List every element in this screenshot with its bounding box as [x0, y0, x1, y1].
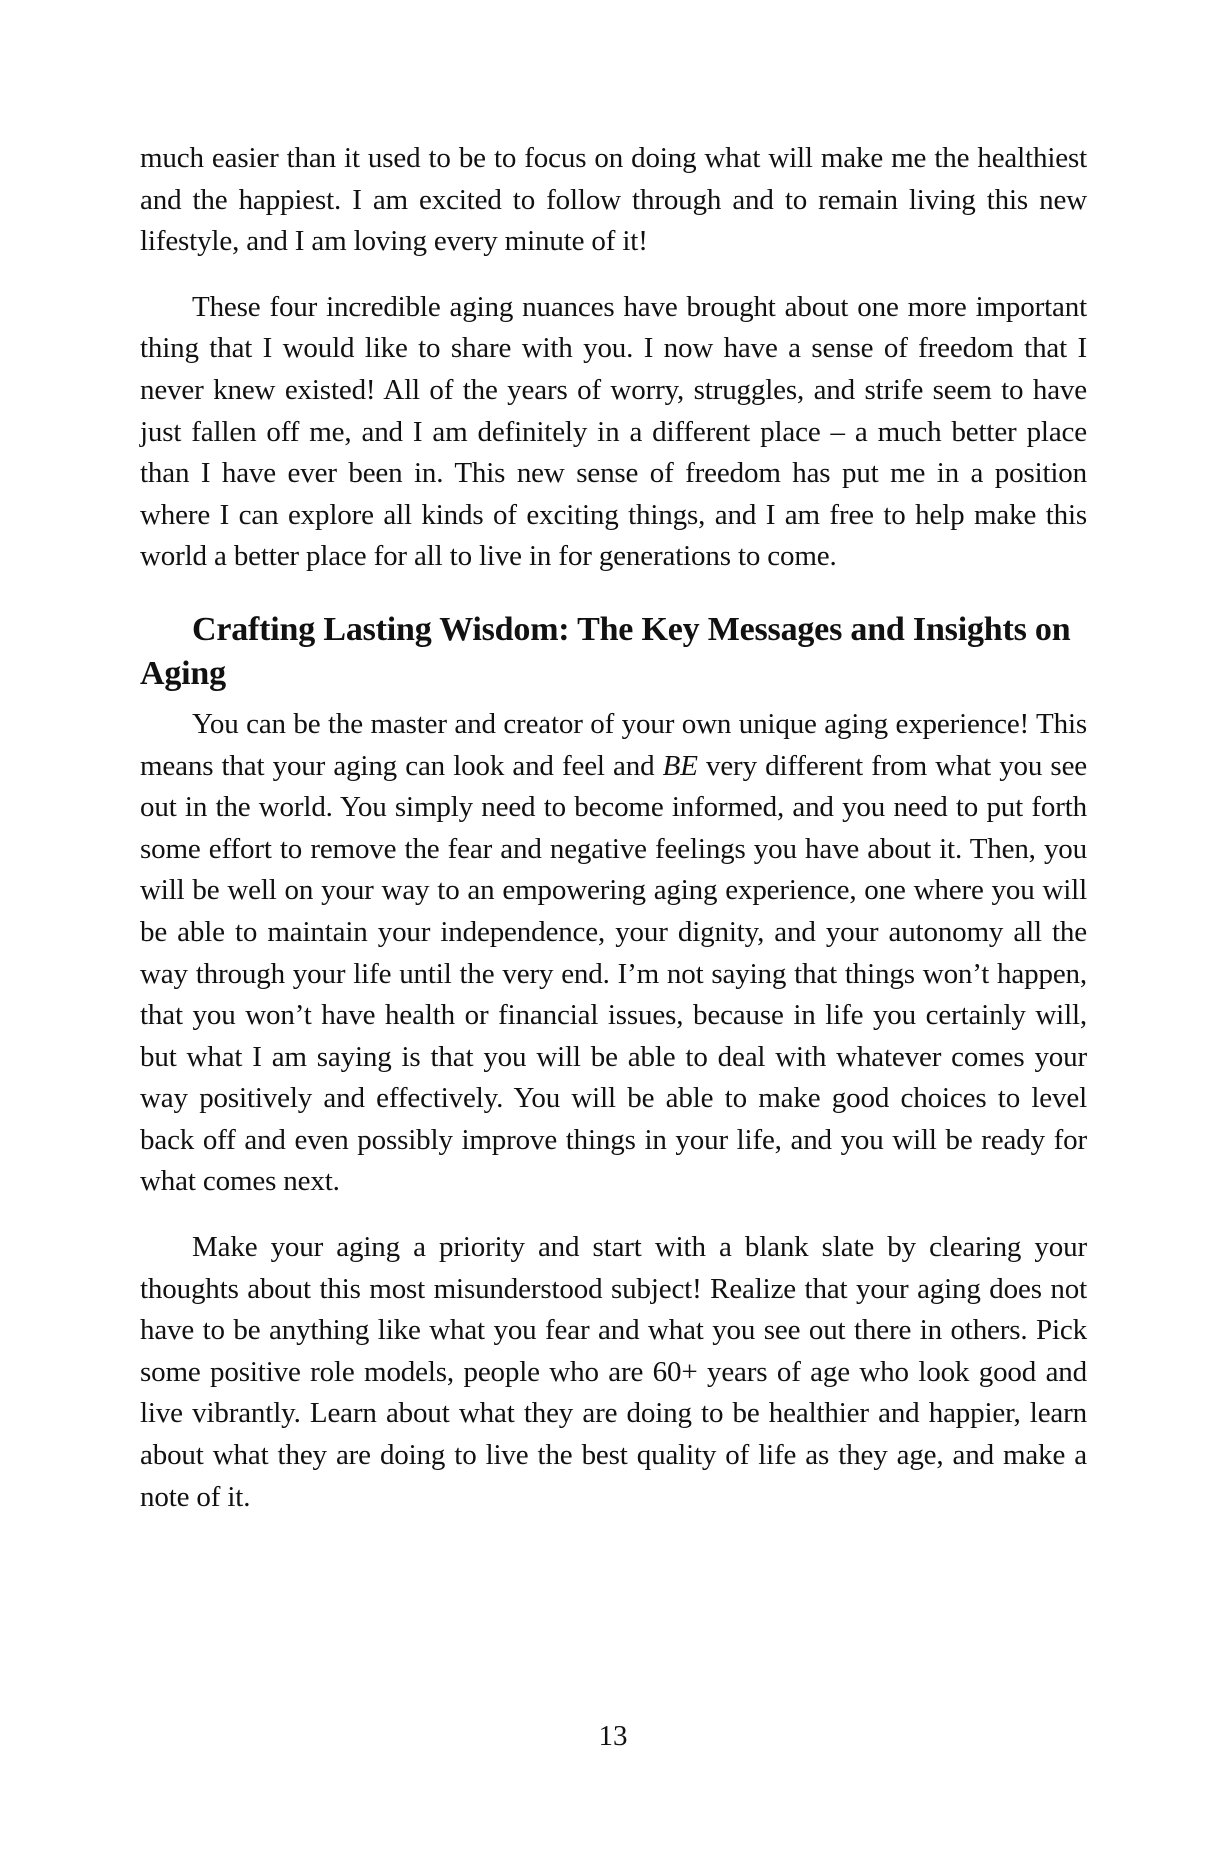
emphasis-be: BE	[662, 749, 698, 782]
paragraph-freedom: These four incredible aging nuances have brought about one more important thing that I would like to share with you. I now have a sense of freedom that I never knew existed! All of the years of worry, struggles, and strife seem to have just fallen off me, and I am definitely in a different place – a much better place than I have ever been in. This new sense of freedom has put me in a position where I can explore all kinds of exciting things, and I am free to help make this world a better place for all to live in for generations to come.	[140, 290, 1087, 573]
paragraph-priority: Make your aging a priority and start with a blank slate by clearing your thoughts about this most misunderstood subject! Realize that your aging does not have to be anything like what you fear and what you see out there in others. Pick some positive role models, people who are 60+ years of age who look good and live vibrantly. Learn about what they are doing to be healthier and happier, learn about what they are doing to live the best quality of life as they age, and make a note of it.	[140, 1231, 1087, 1513]
paragraph-continuation: much easier than it used to be to focus on doing what will make me the healthiest and the happiest. I am excited to follow through and to remain living this new lifestyle, and I am loving every minute of it!	[140, 142, 1087, 258]
paragraph-master-creator	[140, 704, 1087, 1203]
section-heading: Crafting Lasting Wisdom: The Key Messages and Insights on Aging	[140, 610, 1071, 692]
paragraph-master-creator-part1: You can be the master and creator of your own unique aging experience! This means that your aging can look and feel and	[140, 707, 1087, 782]
book-page-body	[140, 138, 1087, 1542]
paragraph-master-creator-part2: very different from what you see out in the world. You simply need to become informed, and you need to put forth some effort to remove the fear and negative feelings you have about it. Then, you will be well on your way to an empowering aging experience, one where you will be able to maintain your independence, your dignity, and your autonomy all the way through your life until the very end. I’m not saying that things won’t happen, that you won’t have health or financial issues, because in life you certainly will, but what I am saying is that you will be able to deal with whatever comes your way positively and effectively. You will be able to make good choices to level back off and even possibly improve things in your life, and you will be ready for what comes next.	[140, 749, 1088, 1198]
page-number: 13	[598, 1720, 628, 1752]
